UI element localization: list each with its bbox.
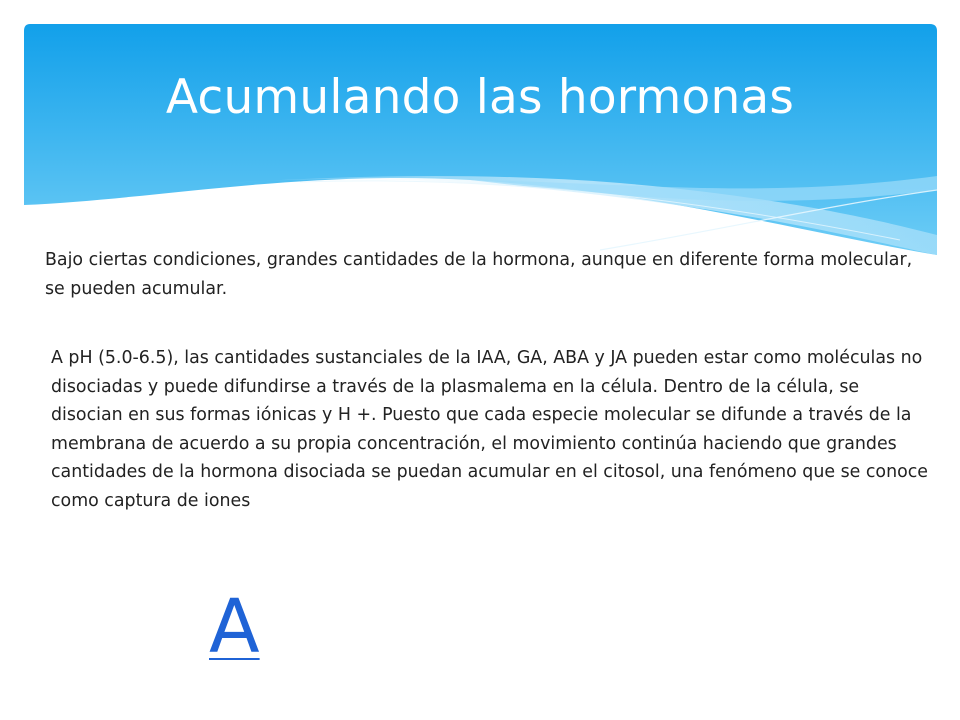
body-paragraph: A pH (5.0-6.5), las cantidades sustanciales de la IAA, GA, ABA y JA pueden estar como moléculas no disociadas y puede difundirse a través de la plasmalema en la célula. Dentro de la célula, se disocian en sus formas iónicas y H +. Puesto que cada especie molecular se difunde a través de la membrana de acuerdo a su propia concentración, el movimiento continúa haciendo que grandes cantidades de la hormona disociada se puedan acumular en el citosol, una fenómeno que se conoce como captura de iones [51,348,928,511]
link-a[interactable]: A [209,584,260,670]
intro-paragraph: Bajo ciertas condiciones, grandes cantidades de la hormona, aunque en diferente forma molecular, se pueden acumular. [45,250,913,299]
slide-title: Acumulando las hormonas [165,70,795,125]
